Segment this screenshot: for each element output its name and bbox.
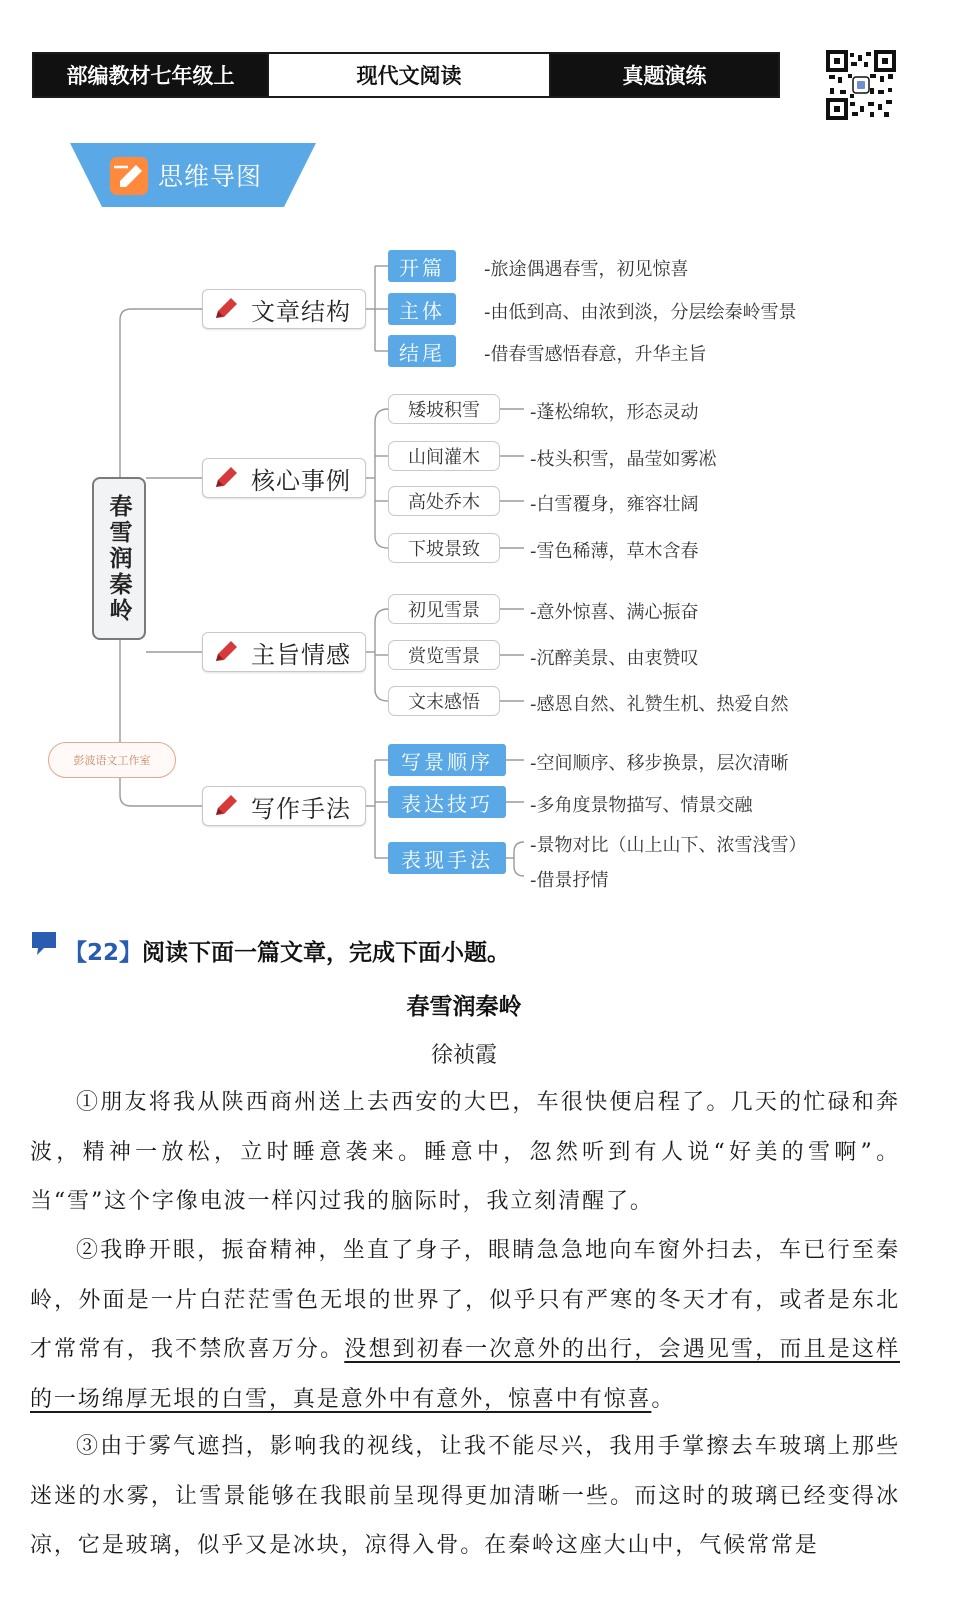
tag-box: 下坡景致	[388, 533, 500, 563]
category-label: 文章结构	[251, 297, 351, 326]
category-theme	[202, 632, 366, 672]
leaf-text: -雪色稀薄，草木含春	[530, 541, 699, 562]
question-prompt: 阅读下面一篇文章，完成下面小题。	[142, 940, 511, 966]
leaf-text: -意外惊喜、满心振奋	[530, 602, 699, 623]
article-title: 春雪润秦岭	[406, 994, 522, 1020]
tag-box: 开篇	[388, 250, 456, 282]
watermark-stamp: 彭波语文工作室	[48, 742, 176, 778]
leaf-text: -沉醉美景、由衷赞叹	[530, 648, 699, 669]
tag-box: 表现手法	[388, 842, 506, 874]
paragraph-text: ②我睁开眼，振奋精神，坐直了身子，眼睛急急地向车窗外扫去，车已行至秦岭，外面是一片白茫茫雪色无垠的世界了，似乎只有严寒的冬天才有，或者是东北才常常有，我不禁欣喜万分。	[30, 1238, 900, 1362]
pencil-icon	[213, 466, 241, 490]
tag-box: 高处乔木	[388, 486, 500, 516]
pencil-icon	[213, 794, 241, 818]
tag-box: 表达技巧	[388, 786, 506, 818]
tag-box: 赏览雪景	[388, 640, 500, 670]
leaf-text: -景物对比（山上山下、浓雪浅雪）	[530, 835, 807, 856]
category-structure	[202, 289, 366, 329]
question-heading	[64, 934, 510, 967]
leaf-text: -借景抒情	[530, 870, 609, 891]
tag-box: 文末感悟	[388, 686, 500, 716]
category-label: 主旨情感	[251, 640, 351, 669]
category-label: 核心事例	[251, 466, 351, 495]
leaf-text: -旅途偶遇春雪，初见惊喜	[484, 259, 689, 280]
category-techniques	[202, 786, 366, 826]
leaf-text: -白雪覆身，雍容壮阔	[530, 494, 699, 515]
speech-bubble-icon	[30, 930, 60, 956]
leaf-text: -多角度景物描写、情景交融	[530, 795, 753, 816]
category-label: 写作手法	[251, 794, 351, 823]
pencil-icon	[213, 640, 241, 664]
tag-box: 山间灌木	[388, 441, 500, 471]
grade-label: 部编教材七年级上	[34, 54, 267, 96]
tag-box: 主体	[388, 293, 456, 325]
mindmap-root	[92, 477, 146, 640]
leaf-text: -借春雪感悟春意，升华主旨	[484, 344, 707, 365]
paragraph-text: 。	[651, 1386, 676, 1412]
article-paragraph-3: ③由于雾气遮挡，影响我的视线，让我不能尽兴，我用手掌擦去车玻璃上那些迷迷的水雾，让雪景能够在我眼前呈现得更加清晰一些。而这时的玻璃已经变得冰凉，它是玻璃，似乎又是冰块，凉得入骨。在秦岭这座大山中，气候常常是	[30, 1434, 900, 1558]
subject-label: 现代文阅读	[267, 54, 551, 96]
article-paragraph-1: ①朋友将我从陕西商州送上去西安的大巴，车很快便启程了。几天的忙碌和奔波，精神一放松，立时睡意袭来。睡意中，忽然听到有人说“好美的雪啊”。当“雪”这个字像电波一样闪过我的脑际时，我立刻清醒了。	[30, 1090, 900, 1214]
leaf-text: -空间顺序、移步换景，层次清晰	[530, 753, 789, 774]
section-label: 真题演练	[551, 54, 778, 96]
leaf-text: -由低到高、由浓到淡，分层绘秦岭雪景	[484, 302, 797, 323]
tag-box: 结尾	[388, 335, 456, 367]
leaf-text: -感恩自然、礼赞生机、热爱自然	[530, 694, 789, 715]
article-paragraph-2	[30, 1226, 900, 1424]
banner-label: 思维导图	[158, 162, 263, 191]
root-label: 春雪润秦岭	[105, 493, 132, 624]
pencil-icon	[213, 297, 241, 321]
question-number: 【22】	[64, 940, 143, 966]
category-examples	[202, 458, 366, 498]
leaf-text: -蓬松绵软，形态灵动	[530, 402, 699, 423]
tag-box: 矮坡积雪	[388, 394, 500, 424]
leaf-text: -枝头积雪，晶莹如雾凇	[530, 449, 717, 470]
tag-box: 写景顺序	[388, 744, 506, 776]
underlined-sentence: 没想到初春一次意外的出行，会遇见雪，而且是这样的一场绵厚无垠的白雪，真是意外中有意外，惊喜中有惊喜	[30, 1337, 900, 1412]
article-author: 徐祯霞	[430, 1043, 497, 1068]
tag-box: 初见雪景	[388, 594, 500, 624]
